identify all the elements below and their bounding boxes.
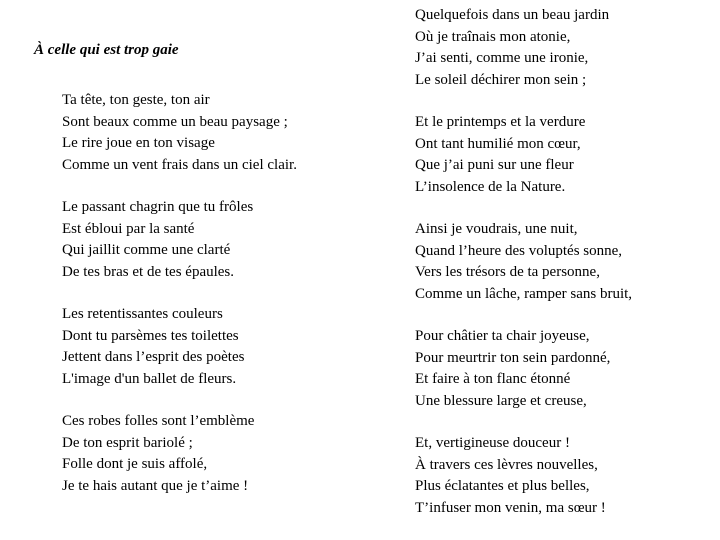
- verse-line: Où je traînais mon atonie,: [415, 28, 571, 45]
- stanza: [415, 112, 632, 198]
- verse-line: Comme un lâche, ramper sans bruit,: [415, 285, 633, 302]
- stanza: [415, 5, 632, 91]
- verse-line: Ta tête, ton geste, ton air: [62, 92, 210, 108]
- verse-line: De ton esprit bariolé ;: [62, 434, 193, 451]
- verse-line: Une blessure large et creuse,: [415, 392, 587, 409]
- stanza: [415, 326, 632, 412]
- verse-line: Jettent dans l’esprit des poètes: [62, 349, 245, 365]
- verse-line: À travers ces lèvres nouvelles,: [415, 456, 598, 473]
- verse-line: Quelquefois dans un beau jardin: [415, 7, 610, 23]
- stanza: [62, 411, 297, 497]
- verse-line: T’infuser mon venin, ma sœur !: [415, 499, 606, 516]
- verse-line: Et le printemps et la verdure: [415, 114, 586, 130]
- verse-line: Qui jaillit comme une clarté: [62, 242, 231, 258]
- verse-line: Les retentissantes couleurs: [62, 306, 223, 322]
- poem-title: À celle qui est trop gaie: [34, 42, 179, 58]
- stanza: [62, 197, 297, 283]
- verse-line: L'image d'un ballet de fleurs.: [62, 370, 237, 387]
- verse-line: Le soleil déchirer mon sein ;: [415, 71, 587, 88]
- left-column: [62, 90, 297, 497]
- verse-line: Ainsi je voudrais, une nuit,: [415, 221, 578, 237]
- verse-line: Ces robes folles sont l’emblème: [62, 413, 255, 429]
- verse-line: Et faire à ton flanc étonné: [415, 371, 571, 387]
- right-column: [415, 5, 632, 519]
- verse-line: Pour châtier ta chair joyeuse,: [415, 328, 590, 344]
- verse-line: Sont beaux comme un beau paysage ;: [62, 113, 288, 130]
- verse-line: Quand l’heure des voluptés sonne,: [415, 242, 623, 259]
- verse-line: Plus éclatantes et plus belles,: [415, 478, 590, 494]
- verse-line: Le rire joue en ton visage: [62, 135, 215, 151]
- stanza: [415, 433, 632, 519]
- verse-line: Que j’ai puni sur une fleur: [415, 157, 574, 173]
- verse-line: L’insolence de la Nature.: [415, 178, 566, 195]
- verse-line: Folle dont je suis affolé,: [62, 456, 208, 472]
- verse-line: Pour meurtrir ton sein pardonné,: [415, 349, 611, 366]
- verse-line: Vers les trésors de ta personne,: [415, 264, 600, 280]
- verse-line: Et, vertigineuse douceur !: [415, 435, 570, 451]
- verse-line: J’ai senti, comme une ironie,: [415, 50, 589, 66]
- stanza: [415, 219, 632, 305]
- verse-line: Comme un vent frais dans un ciel clair.: [62, 156, 297, 173]
- verse-line: Le passant chagrin que tu frôles: [62, 199, 254, 215]
- verse-line: Est ébloui par la santé: [62, 220, 195, 237]
- stanza: [62, 304, 297, 390]
- verse-line: Je te hais autant que je t’aime !: [62, 477, 249, 494]
- verse-line: Ont tant humilié mon cœur,: [415, 135, 581, 152]
- verse-line: De tes bras et de tes épaules.: [62, 263, 235, 280]
- verse-line: Dont tu parsèmes tes toilettes: [62, 327, 239, 344]
- stanza: [62, 90, 297, 176]
